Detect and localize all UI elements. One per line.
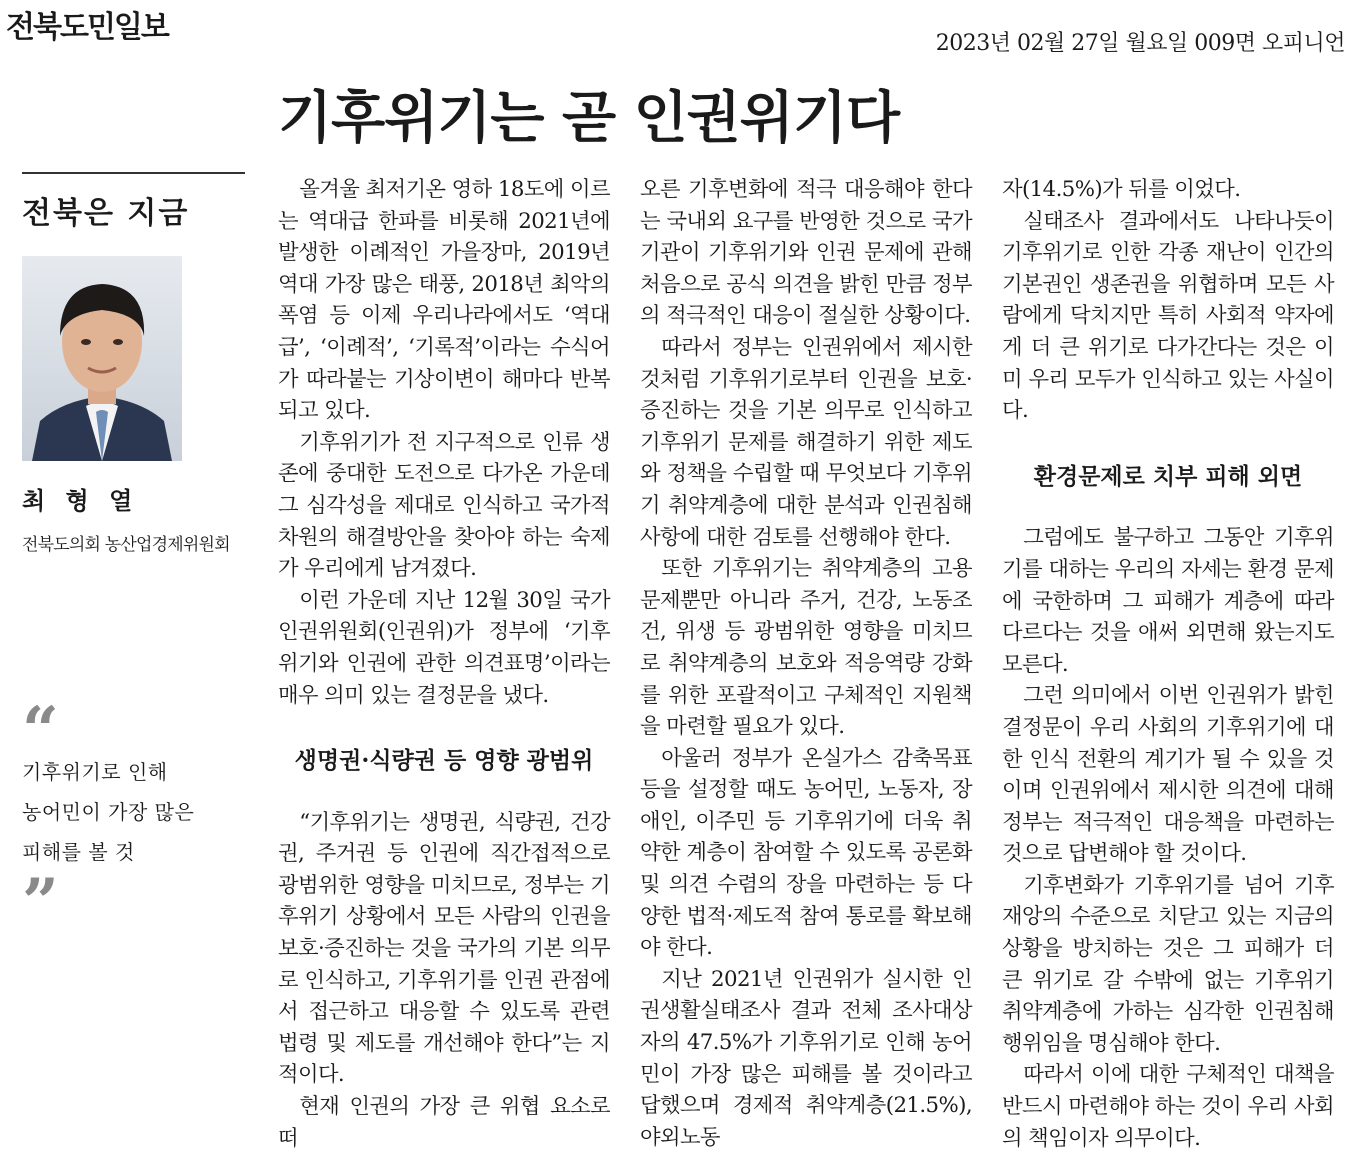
body-paragraph: 오른 기후변화에 적극 대응해야 한다는 국내외 요구를 반영한 것으로 국가기관이 기후위기와 인권 문제에 관해 처음으로 공식 의견을 밝힌 만큼 정부의 적극적인 대응이 절실한 상황이다. (640, 177, 972, 329)
body-paragraph: 그럼에도 불구하고 그동안 기후위기를 대하는 우리의 자세는 환경 문제에 국한하며 그 피해가 계층에 따라 다르다는 것을 애써 외면해 왔는지도 모른다. (1002, 525, 1334, 677)
body-paragraph: 그런 의미에서 이번 인권위가 밝힌 결정문이 우리 사회의 기후위기에 대한 인식 전환의 계기가 될 수 있을 것이며 인권위에서 제시한 의견에 대해 정부는 적극적인 대응책을 마련하는 것으로 답변해야 할 것이다. (1002, 683, 1334, 867)
pull-quote (22, 693, 245, 940)
article-column-2 (640, 174, 972, 1153)
author-portrait-image (22, 256, 182, 461)
body-paragraph: 실태조사 결과에서도 나타나듯이 기후위기로 인한 각종 재난이 인간의 기본권인 생존권을 위협하며 모든 사람에게 닥치지만 특히 사회적 약자에게 더 큰 위기로 다가간다는 것은 이미 우리 모두가 인식하고 있는 사실이다. (1002, 208, 1334, 424)
body-paragraph: 이런 가운데 지난 12월 30일 국가인권위원회(인권위)가 정부에 ‘기후위기와 인권에 관한 의견표명’이라는 매우 의미 있는 결정문을 냈다. (278, 587, 610, 708)
body-paragraph: 지난 2021년 인권위가 실시한 인권생활실태조사 결과 전체 조사대상자의 47.5%가 기후위기로 인해 농어민이 가장 많은 피해를 볼 것이라고 답했으며 경제적 취약계층(21.5%), 야외노동 (640, 966, 972, 1150)
author-photo (22, 256, 182, 461)
author-title: 전북도의회 농산업경제위원회 (22, 535, 230, 555)
article-headline: 기후위기는 곧 인권위기다 (278, 85, 900, 151)
body-paragraph: 따라서 정부는 인권위에서 제시한 것처럼 기후위기로부터 인권을 보호·증진하는 것을 기본 의무로 인식하고 기후위기 문제를 해결하기 위한 제도와 정책을 수립할 때 무엇보다 기후위기 취약계층에 대한 분석과 인권침해 사항에 대한 검토를 선행해야 한다. (640, 334, 972, 550)
body-paragraph: 기후위기가 전 지구적으로 인류 생존에 중대한 도전으로 다가온 가운데 그 심각성을 제대로 인식하고 국가적 차원의 해결방안을 찾아야 하는 숙제가 우리에게 남겨졌다. (278, 429, 610, 582)
article-column-1 (278, 174, 610, 1154)
body-paragraph: 아울러 정부가 온실가스 감축목표 등을 설정할 때도 농어민, 노동자, 장애인, 이주민 등 기후위기에 더욱 취약한 계층이 참여할 수 있도록 공론화 및 의견 수렴의 장을 마련하는 등 다양한 법적·제도적 참여 통로를 확보해야 한다. (640, 745, 972, 961)
pull-quote-line: 농어민이 가장 많은 (22, 800, 195, 824)
article-column-3 (1002, 174, 1334, 1154)
pull-quote-line: 피해를 볼 것 (22, 840, 135, 864)
body-paragraph: 기후변화가 기후위기를 넘어 기후재앙의 수준으로 치닫고 있는 지금의 상황을 방치하는 것은 그 피해가 더 큰 위기로 갈 수밖에 없는 기후위기 취약계층에 가하는 심각한 인권침해 행위임을 명심해야 한다. (1002, 872, 1334, 1056)
body-paragraph: 현재 인권의 가장 큰 위협 요소로 떠 (278, 1094, 610, 1151)
newspaper-masthead: 전북도민일보 (6, 10, 168, 45)
open-quote-mark: “ (22, 693, 59, 768)
column-name: 전북은 지금 (22, 196, 190, 231)
body-paragraph: 올겨울 최저기온 영하 18도에 이르는 역대급 한파를 비롯해 2021년에 발생한 이례적인 가을장마, 2019년 역대 가장 많은 태풍, 2018년 최악의 폭염 등 이제 우리나라에서도 ‘역대급’, ‘이례적’, ‘기록적’이라는 수식어가 따라붙는 기상이변이 해마다 반복되고 있다. (278, 177, 610, 424)
author-name: 최 형 열 (22, 486, 139, 515)
subheading: 생명권·식량권 등 영향 광범위 (294, 747, 594, 775)
pull-quote-line: 기후위기로 인해 (22, 760, 168, 784)
body-paragraph: “기후위기는 생명권, 식량권, 건강권, 주거권 등 인권에 직간접적으로 광범위한 영향을 미치므로, 정부는 기후위기 상황에서 모든 사람의 인권을 보호·증진하는 것을 국가의 기본 의무로 인식하고, 기후위기를 인권 관점에서 접근하고 대응할 수 있도록 관련 법령 및 제도를 개선해야 한다”는 지적이다. (278, 809, 610, 1088)
sidebar-rule (22, 172, 245, 174)
body-paragraph: 따라서 이에 대한 구체적인 대책을 반드시 마련해야 하는 것이 우리 사회의 책임이자 의무이다. (1002, 1062, 1334, 1151)
close-quote-mark: ” (22, 865, 59, 940)
body-paragraph: 또한 기후위기는 취약계층의 고용문제뿐만 아니라 주거, 건강, 노동조건, 위생 등 광범위한 영향을 미치므로 취약계층의 보호와 적응역량 강화를 위한 포괄적이고 구체적인 지원책을 마련할 필요가 있다. (640, 556, 972, 740)
dateline: 2023년 02월 27일 월요일 009면 오피니언 (935, 31, 1345, 56)
subheading: 환경문제로 치부 피해 외면 (1033, 462, 1303, 490)
column-sidebar (22, 172, 245, 555)
body-paragraph: 자(14.5%)가 뒤를 이었다. (1002, 177, 1241, 202)
